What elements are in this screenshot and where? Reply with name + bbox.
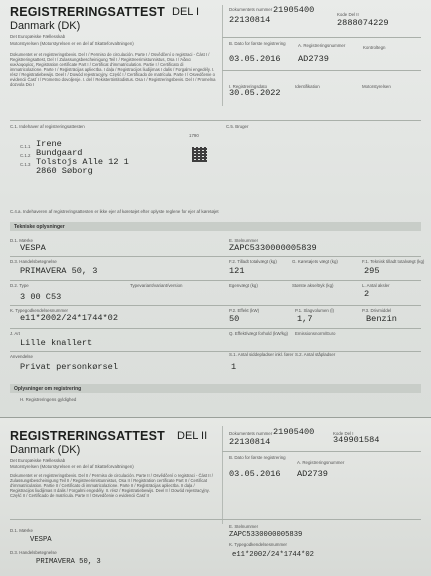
emission-label: Emissionsnorm/Euro [295, 331, 336, 336]
power-weight-label: Q. Effekt/vægt forhold (kW/kg) [229, 331, 288, 336]
trade-name-label-2: D.3. Handelsbetegnelse [10, 550, 57, 555]
make-label: D.1. Mærke [10, 238, 33, 243]
user-label: C.5. Bruger [226, 124, 249, 129]
document-title: REGISTRERINGSATTEST [10, 5, 165, 19]
holder-tag-2: C.1.2 [20, 153, 31, 158]
fuel-label: P.3. Drivmiddel [362, 308, 392, 313]
vehicle-weight-label: G. Køretøjets vægt (kg) [292, 259, 338, 264]
holder-city: 2860 Søborg [36, 166, 93, 176]
certificate-part-2 [0, 417, 431, 576]
type-value: 3 00 C53 [20, 292, 62, 302]
type-approval-value: e11*2002/24*1744*02 [20, 313, 118, 323]
vin-label-2: E. Stelnummer [229, 524, 259, 529]
axles-value: 2 [364, 289, 370, 299]
seats-value: 1 [231, 362, 237, 372]
authority-label-2: Motorstyrelsen (Motorstyrelsen er en del af Skatteforvaltningen) [10, 464, 134, 469]
authority-stamp-label: Motorstyrelsen [362, 84, 391, 89]
registration-number-label: A. Registreringsnummer [298, 43, 346, 48]
holder-not-owner-label: C.4.a. Indehaveren af registreringsattesten er ikke ejer af køretøjet efter oplyste reglene for ejer af køretøjet [10, 209, 219, 214]
permitted-weight-label: F.2. Tilladt totalvægt (kg) [229, 259, 277, 264]
trade-name-value: PRIMAVERA 50, 3 [20, 266, 98, 276]
qr-code-number: 1790 [189, 133, 199, 138]
technical-weight-value: 295 [364, 266, 380, 276]
technical-weight-label: F.1. Teknisk tilladt totalvægt (kg) [362, 259, 425, 264]
registration-number-label-2: A. Registreringsnummer [297, 460, 345, 465]
code-label: Kode Del II [337, 12, 359, 17]
holder-tag-1: C.1.1 [20, 144, 31, 149]
vehicle-kind-value: Lille knallert [20, 338, 93, 348]
trade-name-label: D.3. Handelsbetegnelse [10, 259, 57, 264]
code-value: 2888074229 [337, 18, 389, 28]
variant-label: Typevariant/variant/version [130, 283, 183, 288]
axles-label: L. Antal aksler [362, 283, 390, 288]
legal-text: Dokumentet er et registreringsbevis. Del I / Permiso de circulación. Parte I / Osvědčení o registraci - Část I / Registreringsattest, Del I / Zulassungsbescheinigung Teil I / Registreerimistunnistus, Osa I / Άδεια κυκλοφορίας, Registration certificate Part I / Certificat d'immatriculation. Partie I / Certificato di immatricolazione. Parte I / Reģistrācijas apliecība. I daļa / Registracijos liudijimas I dalis / Forgalmi engedély. I. rész / Registratiebewijs. Deel I / Dowód rejestracyjny. Część I / Certificado de matrícula. Parte I / Osvedčenie o evidencii Časť I / Prometno dovoljenje. I. del / Rekisteröintitodistus. Osa I / Registreringsbevis. Del I / Promelna dozvola Dio I [10, 52, 216, 87]
make-value-2: VESPA [30, 536, 52, 544]
doc-number-2: 21905400 [273, 427, 315, 437]
registration-number-2: AD2739 [297, 469, 328, 479]
type-approval-value-2: e11*2002/24*1744*02 [232, 551, 314, 559]
eu-label-2: Det Europæiske Fællesskab [10, 458, 66, 463]
eu-label: Det Europæiske Fællesskab [10, 34, 66, 39]
control-mark-label: Kontroltegn [363, 45, 386, 50]
vin-value-2: ZAPC5330000005839 [229, 531, 303, 539]
type-label: D.2. Type [10, 283, 29, 288]
part-label-2: DEL II [177, 430, 208, 442]
code-label-2: Kode Del I [333, 431, 354, 436]
part-label: DEL I [172, 6, 200, 18]
registration-number: AD2739 [298, 54, 329, 64]
type-approval-label-2: K. Typegodkendelsesnummer [229, 542, 288, 547]
first-registration-label-2: B. Dato for første registrering [229, 455, 286, 460]
document-title-2: REGISTRERINGSATTEST [10, 429, 165, 443]
registration-info-header: Oplysninger om registrering [14, 385, 82, 392]
holder-tag-3: C.1.3 [20, 162, 31, 167]
holder-label: C.1. Indehaver af registreringsattesten [10, 124, 85, 129]
country-label-2: Danmark (DK) [10, 444, 81, 456]
displacement-value: 1,7 [297, 314, 313, 324]
qr-code [192, 147, 207, 162]
vin-value: ZAPC5330000005839 [229, 243, 317, 253]
first-registration-date-2: 03.05.2016 [229, 469, 281, 479]
technical-header: Tekniske oplysninger [14, 223, 65, 230]
vin-label: E. Stelnummer [229, 238, 259, 243]
fuel-value: Benzin [366, 314, 397, 324]
doc-number-label: Dokumentets nummer [229, 7, 273, 12]
standing-label: S.2. Antal ståpladser [295, 352, 336, 357]
holder-street: Tolstojs Alle 12 1 [36, 157, 129, 167]
seats-label: S.1. Antal siddepladser inkl. fører [229, 352, 294, 357]
code-value-2: 349901584 [333, 435, 380, 445]
power-value: 50 [229, 314, 240, 324]
permitted-weight-value: 121 [229, 266, 245, 276]
holder-last-name: Bundgaard [36, 148, 83, 158]
usage-label: Anvendelse [10, 354, 33, 359]
identification-label: Identifikation [295, 84, 320, 89]
usage-value: Privat personkørsel [20, 362, 118, 372]
type-approval-label: K. Typegodkendelsesnummer [10, 308, 69, 313]
country-label: Danmark (DK) [10, 20, 81, 32]
make-label-2: D.1. Mærke [10, 528, 33, 533]
power-label: P.2. Effekt (kW) [229, 308, 260, 313]
registration-info-band [10, 384, 421, 393]
doc-number-secondary: 22130814 [229, 15, 271, 25]
axle-load-label: Største akseltryk (kg) [292, 283, 334, 288]
authority-label: Motorstyrelsen (Motorstyrelsen er en del af Skatteforvaltningen) [10, 41, 134, 46]
doc-number-secondary-2: 22130814 [229, 437, 271, 447]
own-weight-label: Egenvægt (kg) [229, 283, 258, 288]
displacement-label: P.1. Slagvolumen (l) [295, 308, 334, 313]
doc-number-label-2: Dokumentets nummer [229, 431, 273, 436]
doc-number: 21905400 [273, 5, 315, 15]
registration-date-label: I. Registreringsdato [229, 84, 268, 89]
vehicle-kind-label: J. Art [10, 331, 21, 336]
trade-name-value-2: PRIMAVERA 50, 3 [36, 558, 101, 566]
validity-label: H. Registreringens gyldighed [20, 397, 77, 402]
registration-date: 30.05.2022 [229, 88, 281, 98]
holder-first-name: Irene [36, 139, 62, 149]
first-registration-date: 03.05.2016 [229, 54, 281, 64]
make-value: VESPA [20, 243, 46, 253]
technical-header-band [10, 222, 421, 231]
first-registration-label: B. Dato for første registrering [229, 41, 286, 46]
legal-text-2: Dokumentet er et registreringsbevis. Del II / Permiso de circulación. Parte II / Osvědčení o registraci - Část II / Zulassungsbescheinigung Teil II / Registreerimistunnistus, Osa II / Registration certificate Part II / Certificat d'immatriculation. Partie II / Certificato di immatricolazione. Parte II / Reģistrācijas apliecība. II daļa / Registracijos liudijimas II dalis / Forgalmi engedély. II. rész / Registratiebewijs. Deel II / Dowód rejestracyjny. Część II / Certificado de matrícula. Parte II / Osvedčenie o evidencii Časť II [10, 473, 213, 498]
